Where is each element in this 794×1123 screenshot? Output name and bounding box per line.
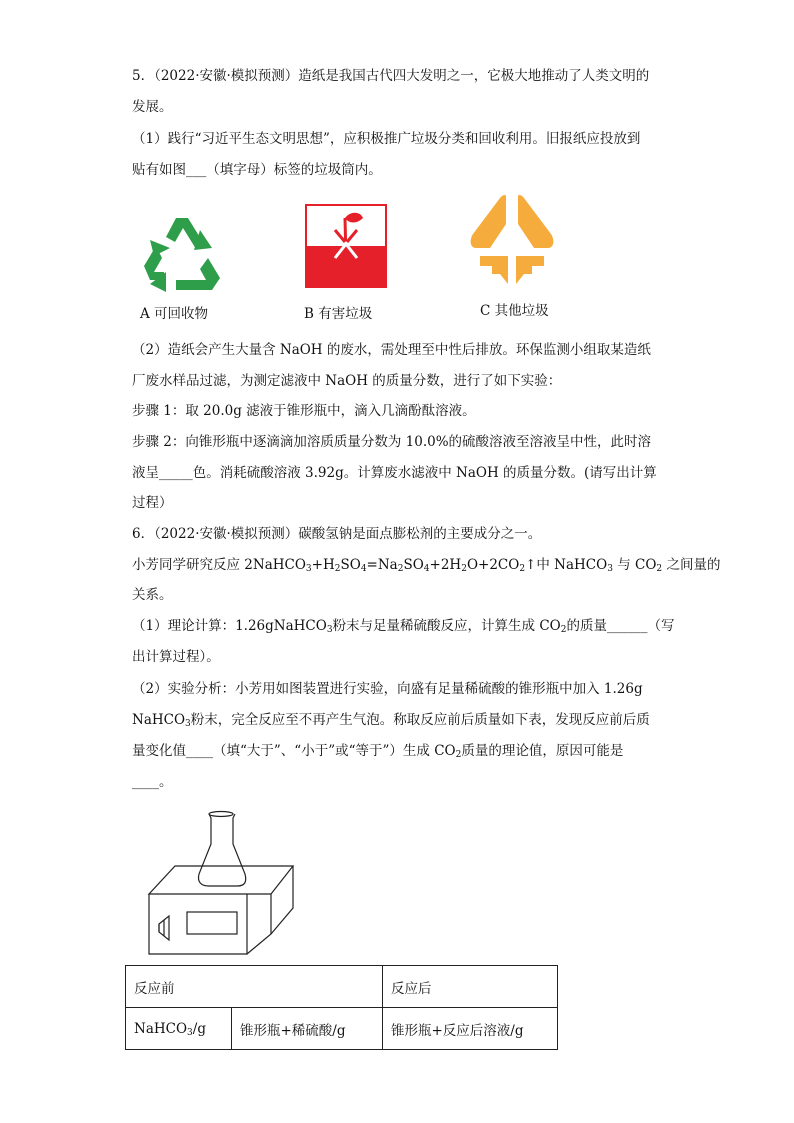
q5-part2-line1: （2）造纸会产生大量含 NaOH 的废水，需处理至中性后排放。环保监测小组取某造纸 <box>132 342 651 358</box>
q6-part1-line2: 出计算过程）。 <box>132 649 220 665</box>
table-row-header <box>126 966 558 1008</box>
label-a-recyclable: A 可回收物 <box>140 306 209 322</box>
label-c-other: C 其他垃圾 <box>480 303 549 319</box>
table-col-flask-solution: 锥形瓶+反应后溶液/g <box>383 1008 558 1050</box>
table-col-nahco3: NaHCO$_3$/g <box>126 1008 232 1050</box>
q6-part2-line3: 量变化值____（填“大于”、“小于”或“等于”）生成 $CO_2$质量的理论值，原因可能是 <box>132 743 624 760</box>
q6-intro-line2: 关系。 <box>132 587 173 603</box>
q5-part2-line2: 厂废水样品过滤，为测定滤液中 NaOH 的质量分数，进行了如下实验： <box>132 373 562 389</box>
q5-header-cont: 发展。 <box>132 99 173 115</box>
mass-table <box>125 965 558 1050</box>
label-b-hazardous: B 有害垃圾 <box>304 306 373 322</box>
q5-header: 5．（2022·安徽·模拟预测）造纸是我国古代四大发明之一，它极大地推动了人类文明的 <box>132 68 650 84</box>
q5-step2-line1: 步骤 2：向锥形瓶中逐滴滴加溶质质量分数为 10.0%的硫酸溶液至溶液呈中性，此时溶 <box>132 434 652 450</box>
flask-on-balance-diagram <box>145 808 297 958</box>
q6-part2-line4: ____。 <box>132 774 173 790</box>
q6-part1-line1: （1）理论计算：1.26gNaHCO$_3$粉末与足量稀硫酸反应，计算生成 $CO_2$的质量______（写 <box>132 618 675 635</box>
table-row-columns <box>126 1008 558 1050</box>
other-waste-icon <box>470 194 554 286</box>
q5-step1: 步骤 1：取 20.0g 滤液于锥形瓶中，滴入几滴酚酞溶液。 <box>132 403 476 419</box>
q5-part1-line1: （1）践行“习近平生态文明思想”，应积极推广垃圾分类和回收利用。旧报纸应投放到 <box>132 131 641 147</box>
table-col-flask-acid: 锥形瓶+稀硫酸/g <box>232 1008 383 1050</box>
recycle-icon <box>136 214 226 294</box>
q6-part2-line1: （2）实验分析：小芳用如图装置进行实验，向盛有足量稀硫酸的锥形瓶中加入 1.26g <box>132 681 643 697</box>
q6-part2-line2: NaHCO$_3$粉末，完全反应至不再产生气泡。称取反应前后质量如下表，发现反应前后质 <box>132 712 650 729</box>
table-header-before: 反应前 <box>126 966 383 1008</box>
q6-intro-line1: 小芳同学研究反应 $2NaHCO_3+H_2SO_4=Na_2SO_4+2H_2O+2CO_2↑$中 NaHCO$_3$ 与 $CO_2$ 之间量的 <box>132 557 721 574</box>
q5-step2-line3: 过程） <box>132 495 173 511</box>
q5-step2-line2: 液呈_____色。消耗硫酸溶液 3.92g。计算废水滤液中 NaOH 的质量分数。(请写出计算 <box>132 465 657 481</box>
hazardous-waste-icon <box>305 204 387 288</box>
q6-header: 6．（2022·安徽·模拟预测）碳酸氢钠是面点膨松剂的主要成分之一。 <box>132 526 542 542</box>
table-header-after: 反应后 <box>383 966 558 1008</box>
q5-part1-line2: 贴有如图___（填字母）标签的垃圾筒内。 <box>132 162 382 178</box>
